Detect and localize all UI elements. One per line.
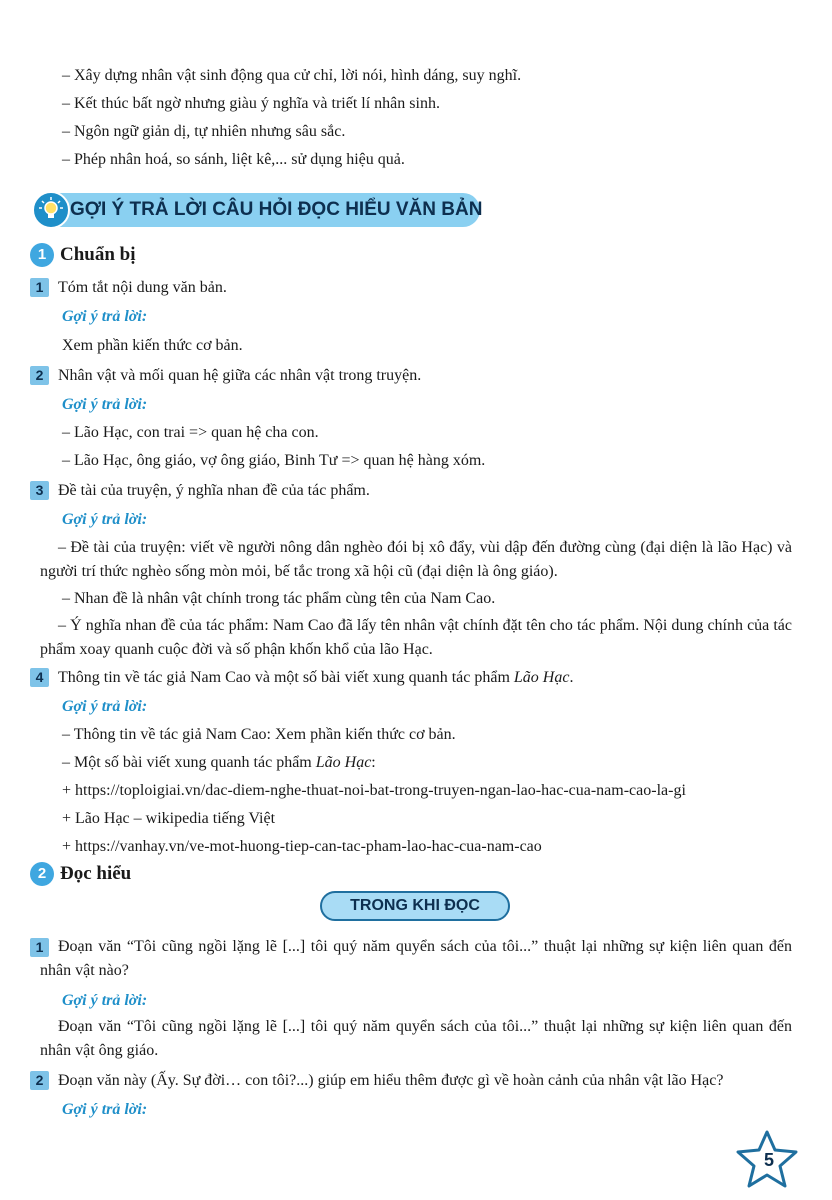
question-text: Tóm tắt nội dung văn bản. xyxy=(58,279,227,296)
intro-bullet: – Kết thúc bất ngờ nhưng giàu ý nghĩa và triết lí nhân sinh. xyxy=(62,95,440,112)
hint-label: Gợi ý trả lời: xyxy=(62,308,148,325)
page-number: 5 xyxy=(763,1150,774,1170)
section-number: 2 xyxy=(30,862,54,886)
question-paragraph: Đoạn văn “Tôi cũng ngồi lặng lẽ [...] tôi quý năm quyển sách của tôi...” thuật lại những sự kiện liên quan đến nhân vật nào? xyxy=(40,938,792,979)
link-item: + https://toploigiai.vn/dac-diem-nghe-thuat-noi-bat-trong-truyen-ngan-lao-hac-cua-nam-cao-la-gi xyxy=(62,782,686,799)
answer-text: Xem phần kiến thức cơ bản. xyxy=(62,337,243,354)
section-title: Đọc hiểu xyxy=(60,863,132,884)
link-item: + https://vanhay.vn/ve-mot-huong-tiep-can-tac-pham-lao-hac-cua-nam-cao xyxy=(62,838,542,855)
question-text: Thông tin về tác giả Nam Cao và một số bài viết xung quanh tác phẩm Lão Hạc. xyxy=(58,669,574,686)
question-number: 2 xyxy=(30,366,49,385)
answer-text: – Thông tin về tác giả Nam Cao: Xem phần kiến thức cơ bản. xyxy=(62,726,456,743)
answer-paragraph: Đoạn văn “Tôi cũng ngồi lặng lẽ [...] tôi quý năm quyển sách của tôi...” thuật lại những sự kiện liên quan đến nhân vật ông giáo. xyxy=(40,1018,792,1059)
intro-bullet: – Xây dựng nhân vật sinh động qua cử chỉ, lời nói, hình dáng, suy nghĩ. xyxy=(62,67,522,84)
hint-label: Gợi ý trả lời: xyxy=(62,698,148,715)
question-number: 2 xyxy=(30,1071,49,1090)
reading-stage-label: TRONG KHI ĐỌC xyxy=(320,891,510,921)
hint-label: Gợi ý trả lời: xyxy=(62,511,148,528)
question-text: Đề tài của truyện, ý nghĩa nhan đề của tác phẩm. xyxy=(58,482,370,499)
question-number: 1 xyxy=(30,938,49,957)
intro-bullet: – Ngôn ngữ giản dị, tự nhiên nhưng sâu sắc. xyxy=(62,123,346,140)
answer-text: – Lão Hạc, ông giáo, vợ ông giáo, Binh Tư => quan hệ hàng xóm. xyxy=(62,452,486,469)
hint-label: Gợi ý trả lời: xyxy=(62,1101,148,1118)
answer-paragraph: – Ý nghĩa nhan đề của tác phẩm: Nam Cao đã lấy tên nhân vật chính đặt tên cho tác phẩm. Nội dung chính của tác phẩm xoay quanh cuộc đời và số phận khốn khổ của lão Hạc. xyxy=(40,617,792,658)
lightbulb-icon xyxy=(32,191,70,229)
question-number: 3 xyxy=(30,481,49,500)
section-title: Chuẩn bị xyxy=(60,244,136,265)
section-number: 1 xyxy=(30,243,54,267)
link-item: + Lão Hạc – wikipedia tiếng Việt xyxy=(62,810,276,827)
answer-text: – Lão Hạc, con trai => quan hệ cha con. xyxy=(62,424,319,441)
answer-text: – Nhan đề là nhân vật chính trong tác phẩm cùng tên của Nam Cao. xyxy=(62,590,496,607)
banner-title: GỢI Ý TRẢ LỜI CÂU HỎI ĐỌC HIỂU VĂN BẢN xyxy=(70,199,483,220)
question-number: 1 xyxy=(30,278,49,297)
hint-label: Gợi ý trả lời: xyxy=(62,992,148,1009)
question-text: Đoạn văn này (Ấy. Sự đời… con tôi?...) giúp em hiểu thêm được gì về hoàn cảnh của nhân vật lão Hạc? xyxy=(58,1072,724,1089)
answer-paragraph: – Đề tài của truyện: viết về người nông dân nghèo đói bị xô đẩy, vùi dập đến đường cùng (đại diện là lão Hạc) và người trí thức nghèo sống mòn mỏi, bế tắc trong xã hội cũ (đại diện là ông giáo). xyxy=(40,539,792,580)
answer-text: – Một số bài viết xung quanh tác phẩm Lão Hạc: xyxy=(62,754,376,771)
question-number: 4 xyxy=(30,668,49,687)
hint-label: Gợi ý trả lời: xyxy=(62,396,148,413)
intro-bullet: – Phép nhân hoá, so sánh, liệt kê,... sử dụng hiệu quả. xyxy=(62,151,405,168)
question-text: Nhân vật và mối quan hệ giữa các nhân vật trong truyện. xyxy=(58,367,422,384)
